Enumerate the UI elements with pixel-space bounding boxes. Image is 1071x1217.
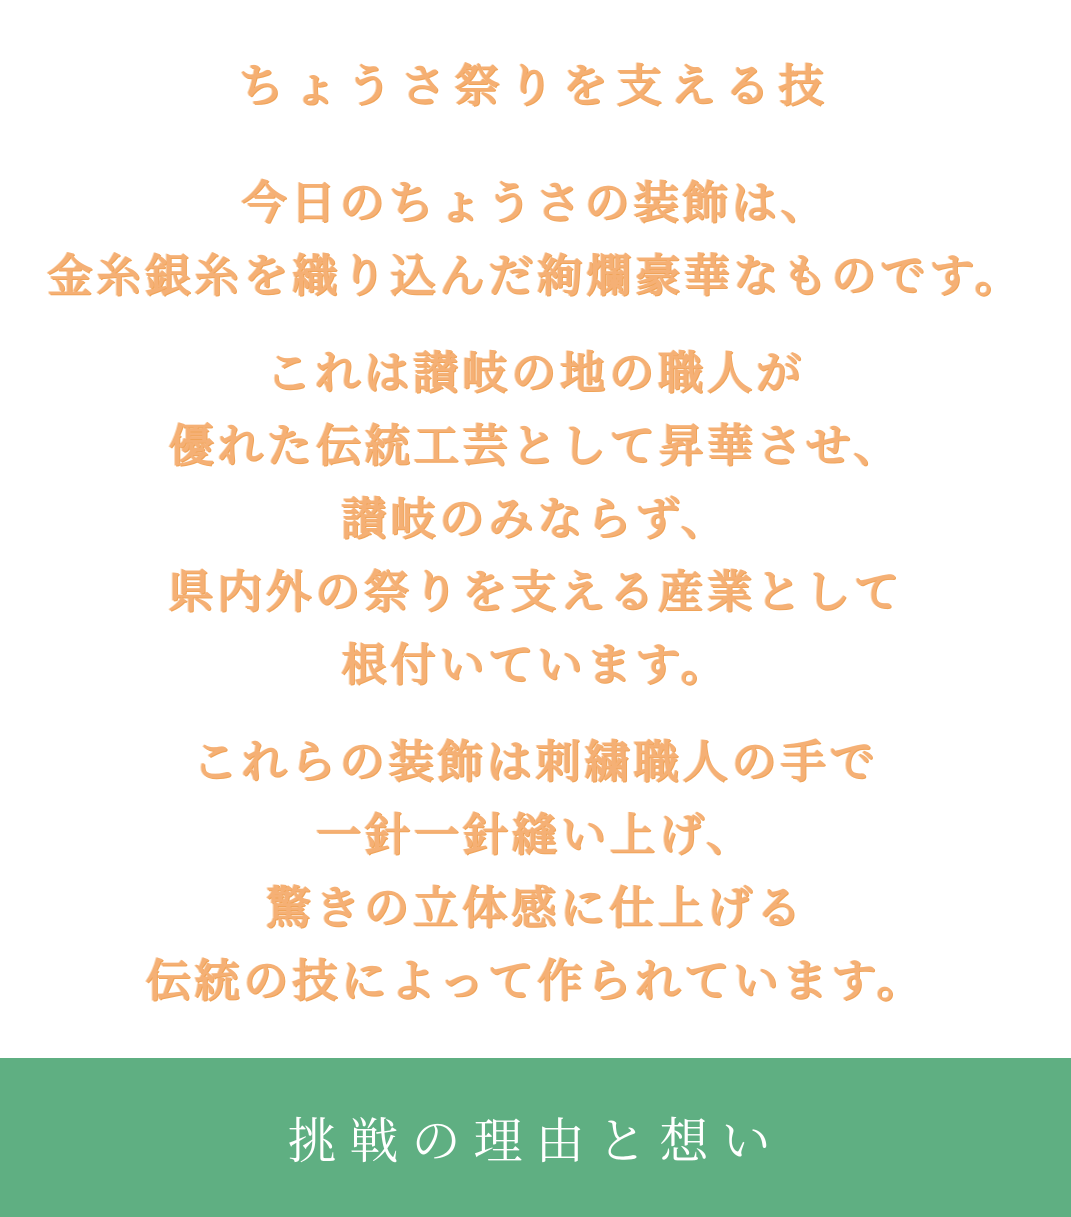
section-title: ちょうさ祭りを支える技 [238, 59, 833, 112]
paragraph-line: 根付いています。 [341, 638, 730, 691]
paragraph-sanuki-craftsmen [0, 336, 1071, 701]
footer-section-heading: 挑戦の理由と想い [287, 1112, 784, 1170]
footer-section-band [0, 1058, 1071, 1217]
paragraph-line: 一針一針縫い上げ、 [315, 808, 756, 861]
paragraph-line: 驚きの立体感に仕上げる [265, 881, 805, 934]
paragraph-decoration-today [0, 166, 1071, 312]
paragraph-line: これは讃岐の地の職人が [265, 346, 805, 399]
paragraph-line: 金糸銀糸を織り込んだ絢爛豪華なものです。 [47, 249, 1024, 302]
paragraph-line: 伝統の技によって作られています。 [145, 954, 926, 1007]
paragraph-embroidery-technique [0, 725, 1071, 1017]
paragraph-line: 県内外の祭りを支える産業として [167, 565, 903, 618]
paragraph-line: これらの装飾は刺繍職人の手で [192, 735, 879, 788]
paragraph-line: 今日のちょうさの装飾は、 [241, 176, 830, 229]
paragraph-line: 讃岐のみならず、 [341, 492, 730, 545]
paragraph-line: 優れた伝統工芸として昇華させ、 [168, 419, 903, 472]
